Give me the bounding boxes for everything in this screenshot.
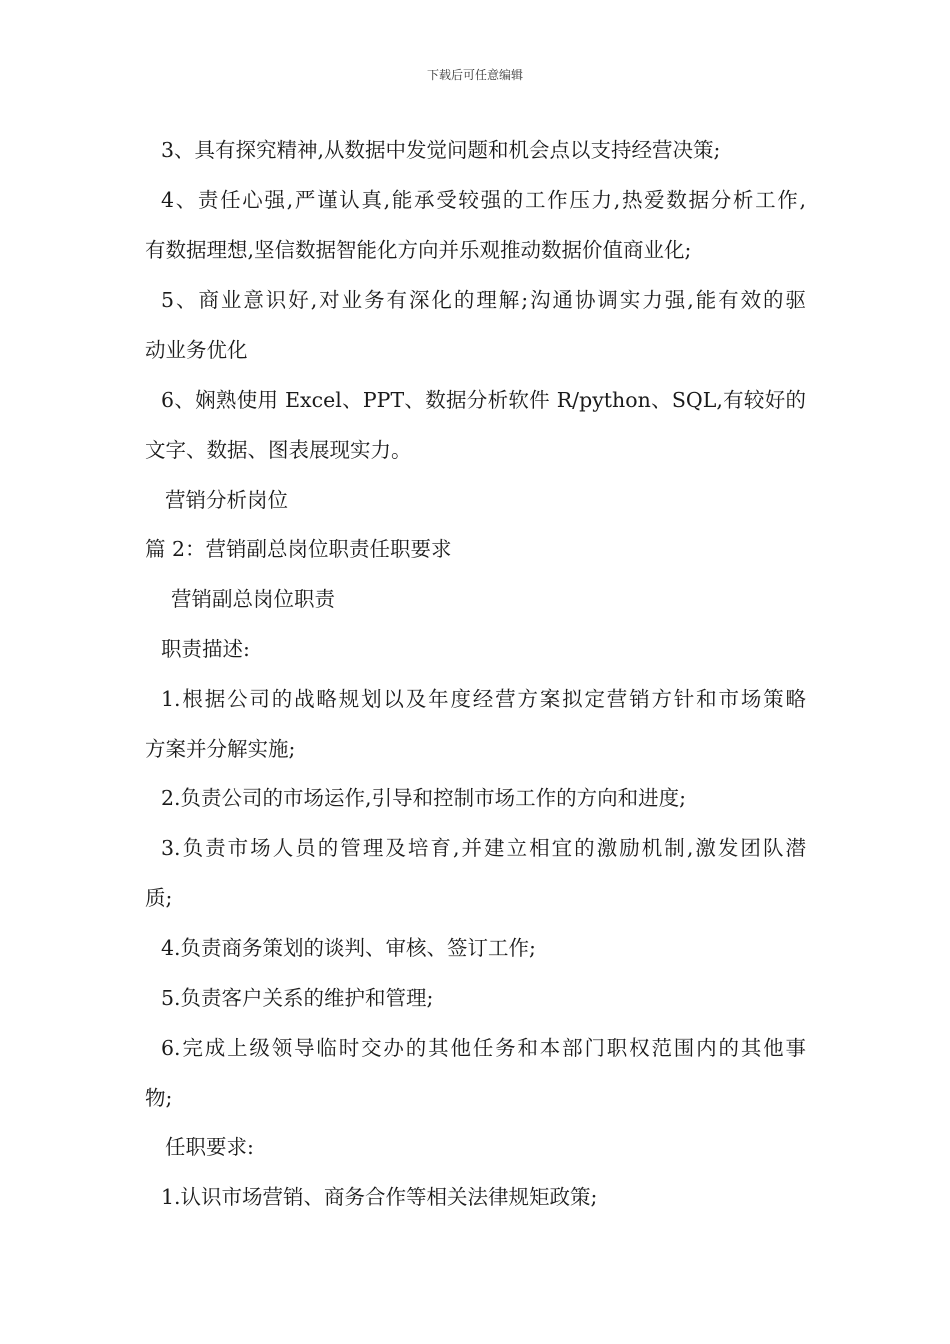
list-item-3: 3、具有探究精神,从数据中发觉问题和机会点以支持经营决策; [161,138,721,162]
list-item-5: 5、商业意识好,对业务有深化的理解;沟通协调实力强,能有效的驱 [161,288,806,312]
section-heading: 篇 2：营销副总岗位职责任职要求 [145,537,452,561]
subsection-title: 营销副总岗位职责 [171,587,335,611]
duty-item-1: 1.根据公司的战略规划以及年度经营方案拟定营销方针和市场策略 [161,687,806,711]
duties-label: 职责描述: [161,637,250,661]
section-label: 营销分析岗位 [165,488,288,512]
duty-item-1-cont: 方案并分解实施; [145,737,296,761]
duty-item-2: 2.负责公司的市场运作,引导和控制市场工作的方向和进度; [161,786,686,810]
list-item-4-cont: 有数据理想,坚信数据智能化方向并乐观推动数据价值商业化; [145,238,692,262]
duty-item-4: 4.负责商务策划的谈判、审核、签订工作; [161,936,536,960]
list-item-6-cont: 文字、数据、图表展现实力。 [145,438,412,462]
list-item-6: 6、娴熟使用 Excel、PPT、数据分析软件 R/python、SQL,有较好的 [161,388,806,412]
requirement-item-1: 1.认识市场营销、商务合作等相关法律规矩政策; [161,1185,598,1209]
duty-item-3-cont: 质; [145,886,173,910]
duty-item-6: 6.完成上级领导临时交办的其他任务和本部门职权范围内的其他事 [161,1036,806,1060]
list-item-4: 4、责任心强,严谨认真,能承受较强的工作压力,热爱数据分析工作, [161,188,806,212]
page-header: 下载后可任意编辑 [426,68,523,82]
list-item-5-cont: 动业务优化 [145,338,248,362]
duty-item-6-cont: 物; [145,1086,173,1110]
requirements-label: 任职要求: [165,1135,254,1159]
duty-item-3: 3.负责市场人员的管理及培育,并建立相宜的激励机制,激发团队潜 [161,836,806,860]
duty-item-5: 5.负责客户关系的维护和管理; [161,986,434,1010]
